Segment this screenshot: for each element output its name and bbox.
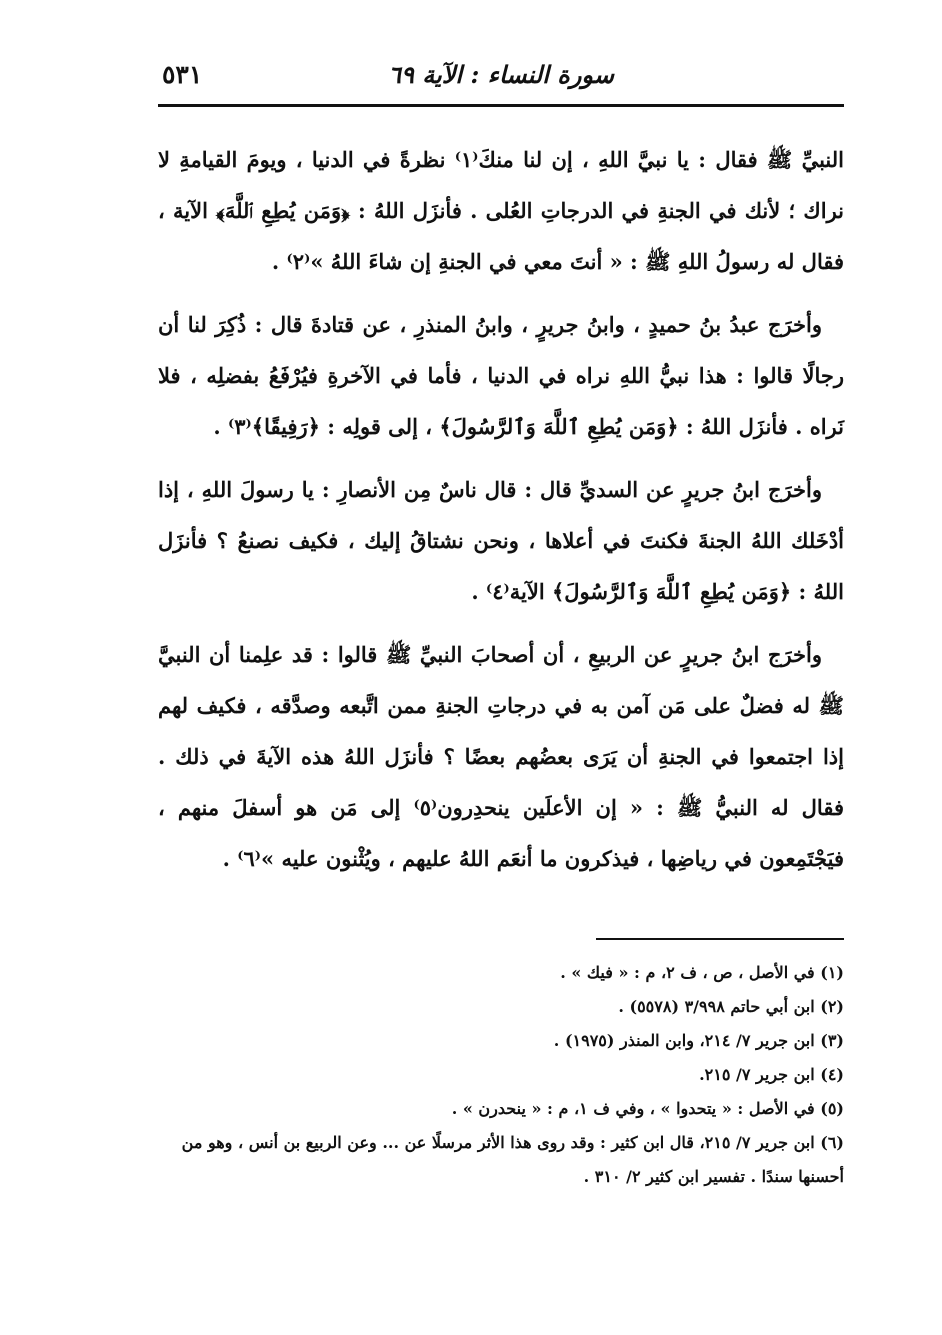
footnotes xyxy=(158,956,844,1194)
paragraph-text: عبدُ بنُ حميدٍ ، وابنُ جريرٍ ، وابنُ المنذرِ ، عن قتادةَ قال : ذُكِرَ لنا أن رجالًا قالوا : هذا نبيُّ اللهِ نراه في الدنيا ، فأما في الآخرةِ فيُرْفَعُ بفضلِه ، فلا نَراه . فأنزَل اللهُ : ﴿وَمَن يُطِعِ ٱللَّهَ وَٱلرَّسُولَ﴾ ، إلى قولِه : ﴿رَفِيقًا﴾⁽٣⁾ . xyxy=(158,312,844,439)
paragraph-text: ابنُ جريرٍ عن الربيعِ ، أن أصحابَ النبيِّ ﷺ قالوا : قد علِمنا أن النبيَّ ﷺ له فضلٌ على مَن آمن به في درجاتِ الجنةِ ممن اتَّبعه وصدَّقه ، فكيف لهم إذا اجتمعوا في الجنةِ أن يَرَى بعضُهم بعضًا ؟ فأنزَل اللهُ هذه الآيةَ في ذلك . فقال له النبيُّ ﷺ : « إن الأعلَين ينحدِرون⁽٥⁾ إلى مَن هو أسفلَ منهم ، فيَجْتَمِعون في رياضِها ، فيذكرون ما أنعَم اللهُ عليهم ، ويُثْنون عليه »⁽٦⁾ . xyxy=(158,642,844,871)
paragraph xyxy=(158,299,844,452)
paragraph-lead: وأخرَج xyxy=(767,312,822,337)
paragraph-text: ابنُ جريرٍ عن السديِّ قال : قال ناسٌ مِن الأنصارِ : يا رسولَ اللهِ ، إذا أدْخَلك اللهُ الجنةَ فكنتَ في أعلاها ، ونحن نشتاقُ إليك ، فكيف نصنعُ ؟ فأنزَل اللهُ : ﴿وَمَن يُطِعِ ٱللَّهَ وَٱلرَّسُولَ﴾ الآية⁽٤⁾ . xyxy=(158,477,844,604)
main-text xyxy=(158,134,844,896)
running-header xyxy=(158,56,844,96)
surah-verse-title: سورة النساء : الآية ٦٩ xyxy=(388,60,614,89)
paragraph-lead: وأخرَج xyxy=(767,642,822,667)
footnote: (١) في الأصل ، ص ، ف ٢، م : « فيك » . xyxy=(560,963,844,982)
page-number: ٥٣١ xyxy=(162,60,203,89)
footnote: (٤) ابن جرير ٧/ ٢١٥. xyxy=(699,1065,844,1084)
paragraph-text: النبيِّ ﷺ فقال : يا نبيَّ اللهِ ، إن لنا منكَ⁽١⁾ نظرةً في الدنيا ، ويومَ القيامةِ لا نراك ؛ لأنك في الجنةِ في الدرجاتِ العُلى . فأنزَل اللهُ : ﴿وَمَن يُطِعِ ٱللَّهَ﴾ الآية ، فقال له رسولُ اللهِ ﷺ : « أنتَ معي في الجنةِ إن شاءَ اللهُ »⁽٢⁾ . xyxy=(158,147,844,274)
footnote-divider xyxy=(596,938,844,940)
footnote: (٢) ابن أبي حاتم ٣/٩٩٨ (٥٥٧٨) . xyxy=(618,997,844,1016)
paragraph-lead: وأخرَج xyxy=(767,477,822,502)
paragraph xyxy=(158,134,844,287)
footnote: (٣) ابن جرير ٧/ ٢١٤، وابن المنذر (١٩٧٥) . xyxy=(553,1031,844,1050)
header-divider xyxy=(158,104,844,107)
paragraph xyxy=(158,629,844,884)
footnote: (٦) ابن جرير ٧/ ٢١٥، قال ابن كثير : وقد روى هذا الأثر مرسلًا عن ... وعن الربيع بن أنس ، وهو من أحسنها سندًا . تفسير ابن كثير ٢/ ٣١٠ . xyxy=(181,1133,844,1186)
footnote: (٥) في الأصل : « يتحدوا » ، وفي ف ١، م : « ينحدرن » . xyxy=(451,1099,844,1118)
paragraph xyxy=(158,464,844,617)
